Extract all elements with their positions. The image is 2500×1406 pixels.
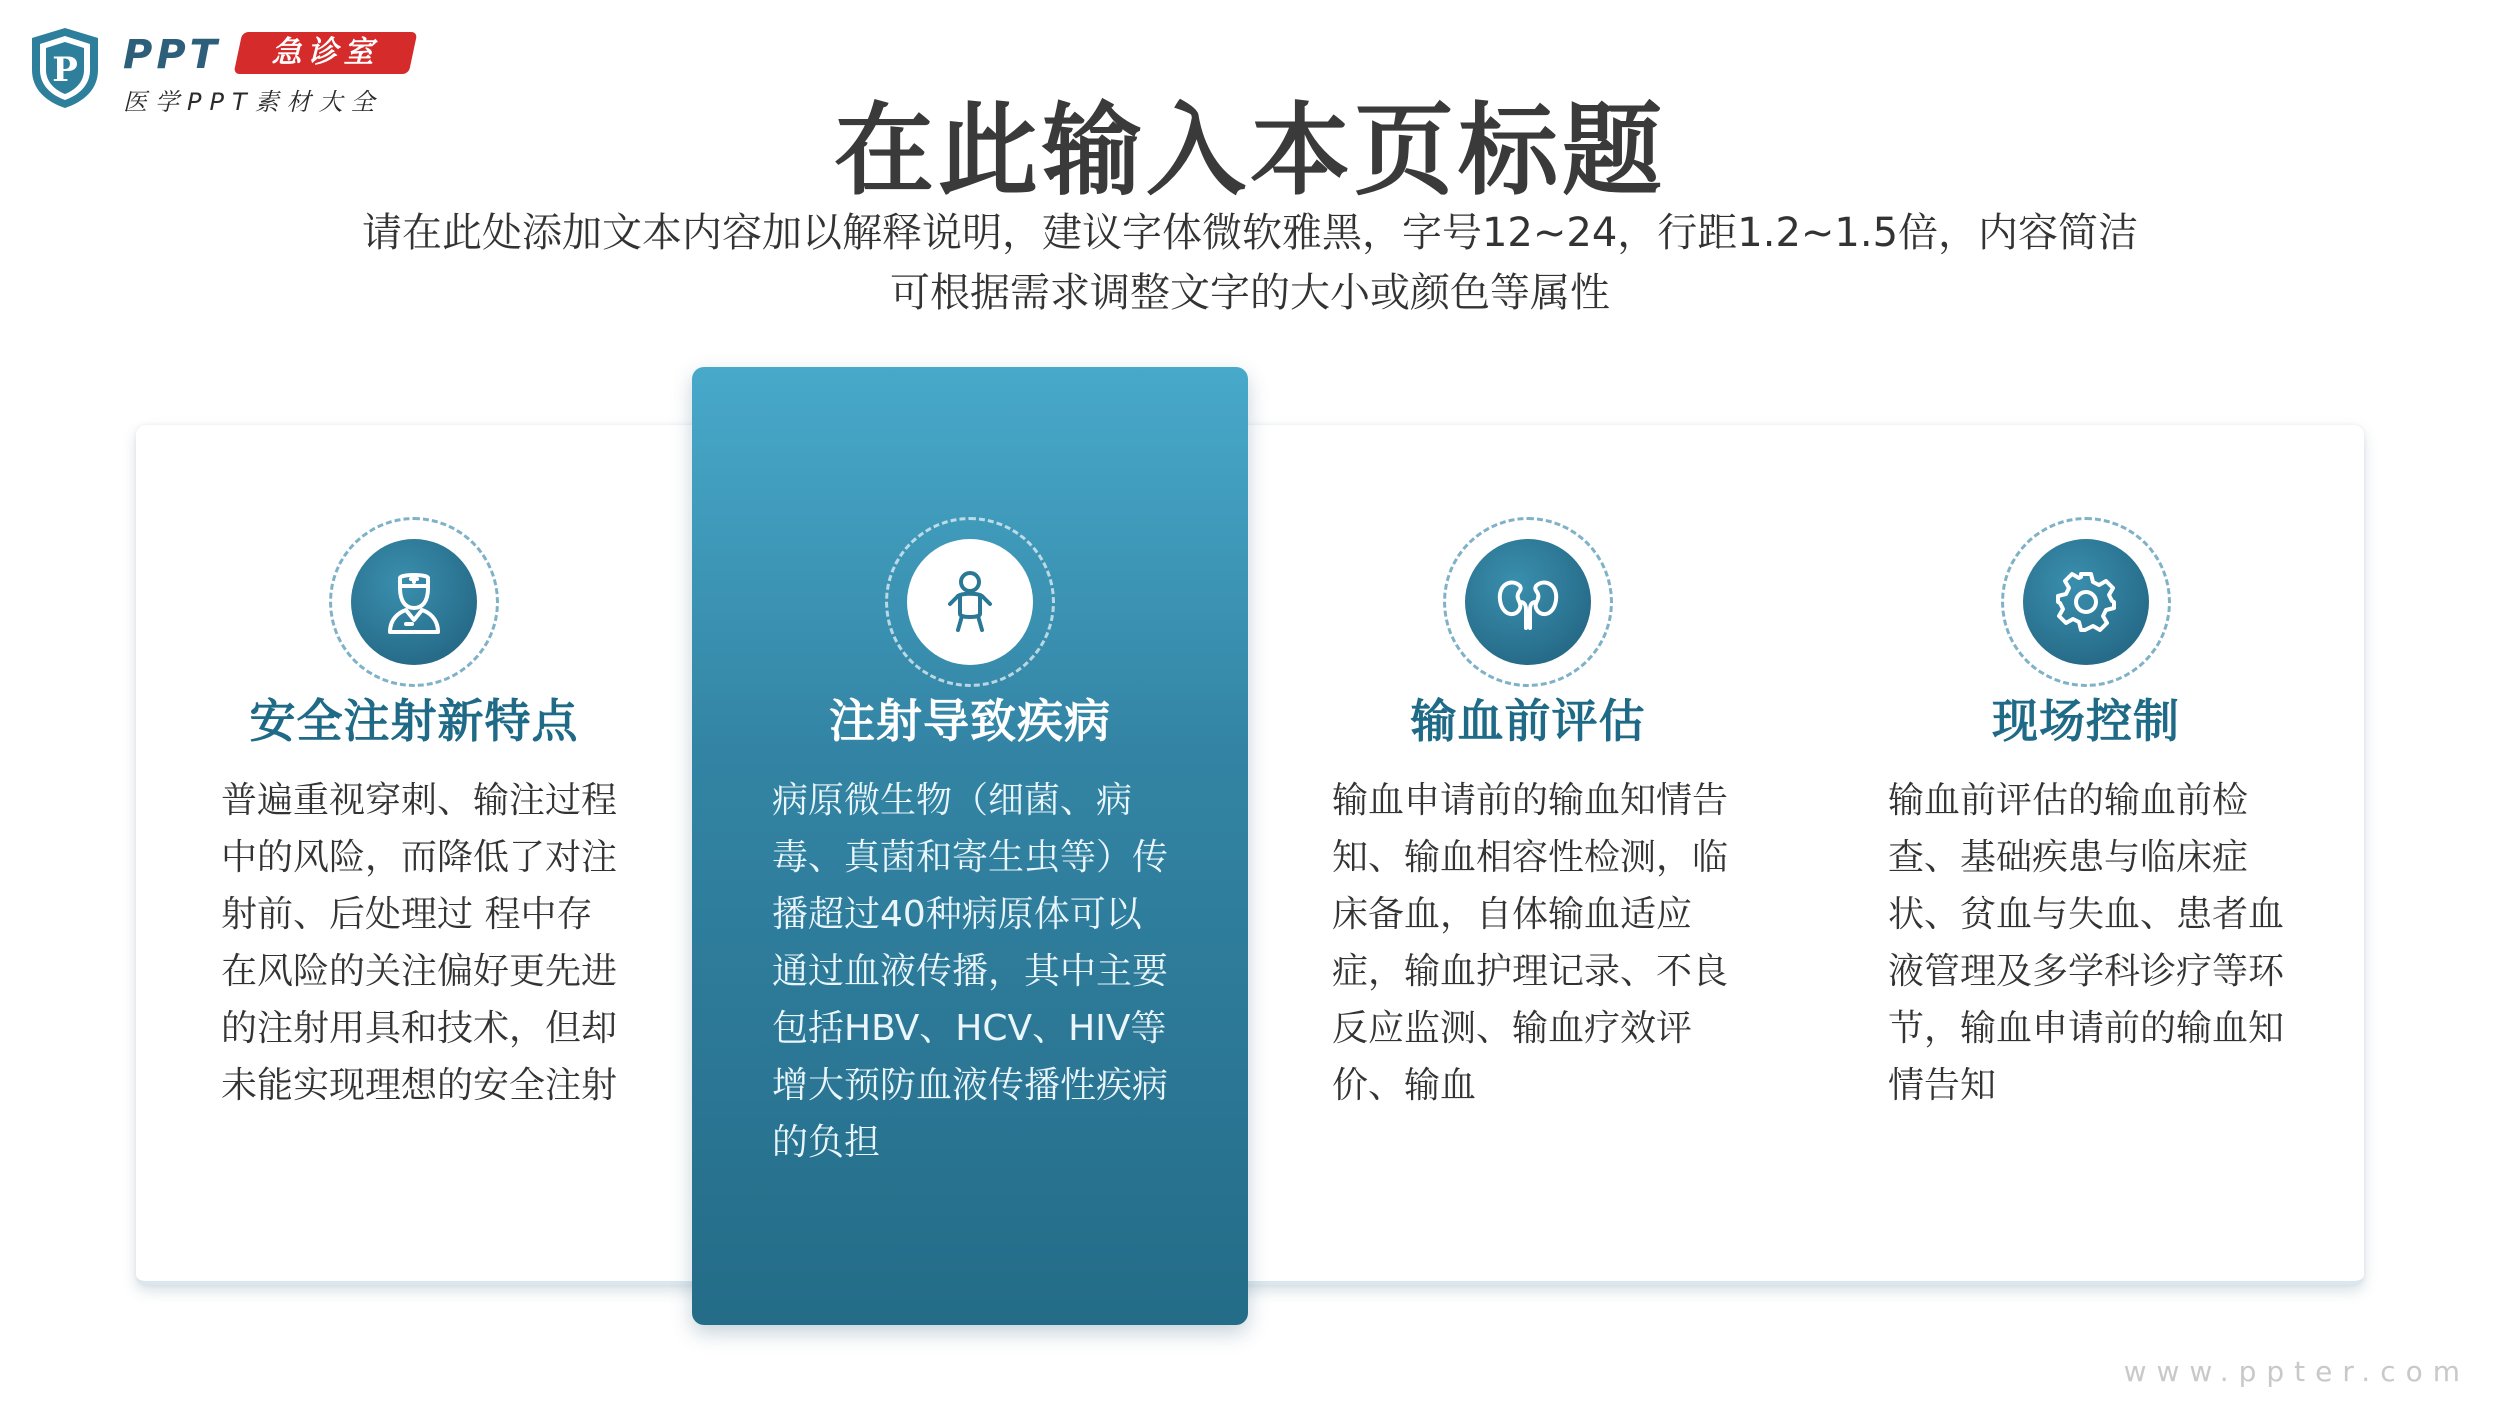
card-title: 安全注射新特点 [249, 694, 579, 748]
card-title: 现场控制 [1992, 694, 2180, 748]
card-body: 普遍重视穿刺、输注过程中的风险，而降低了对注射前、后处理过 程中存在风险的关注偏好更先进的注射用具和技术，但却未能实现理想的安全注射 [221, 780, 618, 1106]
watermark: www.ppter.com [2123, 1355, 2470, 1388]
logo-subtitle: 医学PPT素材大全 [123, 88, 383, 116]
card-title: 输血前评估 [1410, 694, 1646, 748]
card-icon-badge [2001, 517, 2171, 687]
card-icon-badge [329, 517, 499, 687]
card-body: 输血前评估的输血前检查、基础疾患与临床症状、贫血与失血、患者血液管理及多学科诊疗等环节，输血申请前的输血知情告知 [1888, 780, 2285, 1106]
logo-brand: PPT [123, 32, 221, 78]
logo-badge [234, 32, 418, 74]
subtitle-line-2: 可根据需求调整文字的大小或颜色等属性 [890, 270, 1610, 316]
subtitle-line-1: 请在此处添加文本内容加以解释说明，建议字体微软雅黑，字号12~24，行距1.2~1.5倍，内容简洁 [361, 210, 2139, 256]
page-title: 在此输入本页标题 [834, 92, 1666, 209]
card-icon-badge [885, 517, 1055, 687]
card-body: 病原微生物（细菌、病毒、真菌和寄生虫等）传播超过40种病原体可以通过血液传播，其中主要包括HBV、HCV、HIV等增大预防血液传播性疾病的负担 [772, 780, 1169, 1163]
svg-text:P: P [52, 50, 78, 90]
card-icon-badge [1443, 517, 1613, 687]
logo-badge-text: 急诊室 [271, 35, 380, 70]
card-site-control [1808, 367, 2364, 1325]
card-title: 注射导致疾病 [829, 694, 1111, 748]
doctor-icon [376, 564, 452, 640]
card-pre-transfusion [1250, 367, 1806, 1325]
baby-icon [932, 564, 1008, 640]
gear-icon [2048, 564, 2124, 640]
card-safe-injection [136, 367, 692, 1325]
card-injection-disease [692, 367, 1248, 1325]
card-body: 输血申请前的输血知情告知、输血相容性检测，临床备血，自体输血适应症，输血护理记录、不良反应监测、输血疗效评价、输血 [1332, 780, 1729, 1106]
kidneys-icon [1490, 564, 1566, 640]
